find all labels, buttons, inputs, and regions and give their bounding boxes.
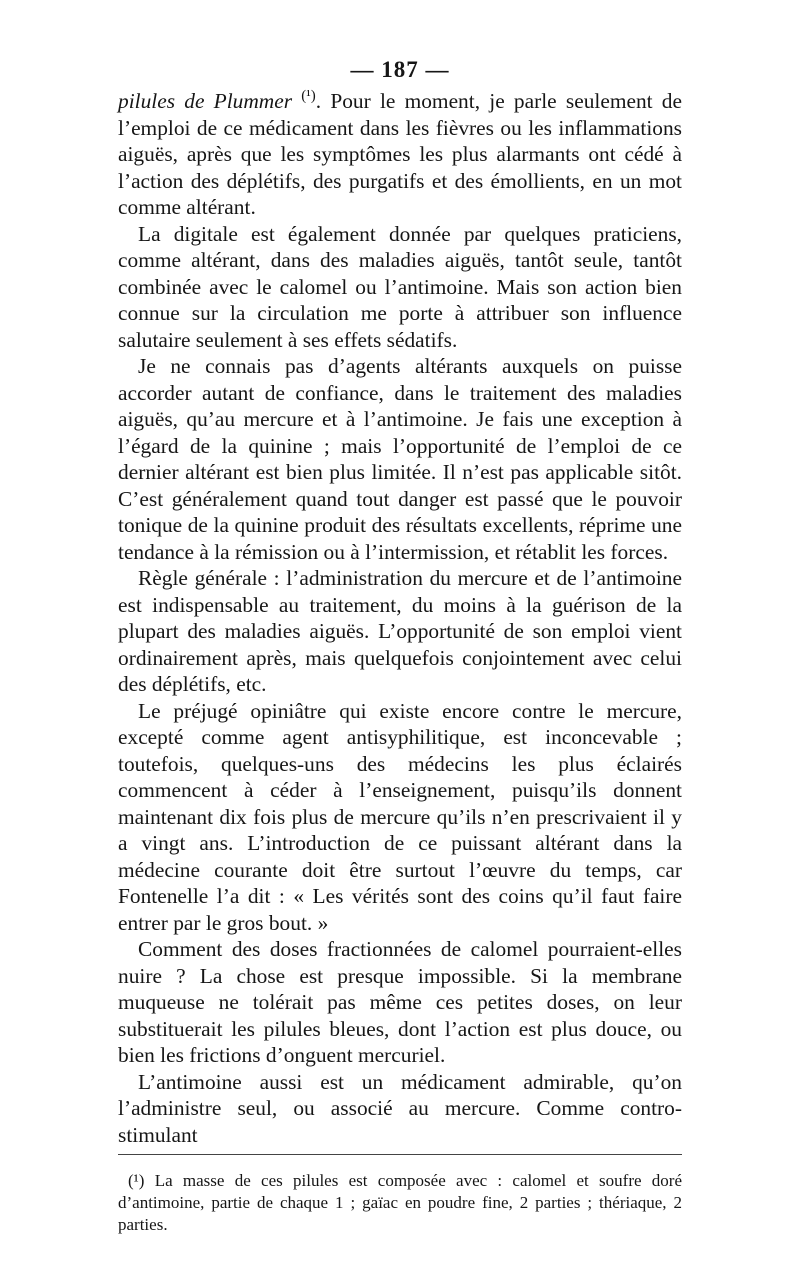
footnote-divider: [118, 1154, 682, 1156]
paragraph-1-text: . Pour le moment, je parle seulement de l’emploi de ce médicament dans les fièvres ou les inflammations aiguës, après que les symptômes les plus alarmants ont cédé à l’action des déplétifs, des purgatifs et des émollients, en un mot comme altérant.: [118, 89, 682, 219]
page-number: — 187 —: [350, 57, 450, 82]
footnote-marker: (¹): [128, 1171, 145, 1190]
document-page: [118, 52, 682, 1236]
paragraph-2: La digitale est également donnée par quelques praticiens, comme altérant, dans des maladies aiguës, tantôt seule, tantôt combinée avec le calomel ou l’antimoine. Mais son action bien connue sur la circulation me porte à attribuer son influence salutaire seulement à ses effets sédatifs.: [118, 221, 682, 352]
paragraph-7: L’antimoine aussi est un médicament admirable, qu’on l’administre seul, ou associé au mercure. Comme contro-stimulant: [118, 1069, 682, 1147]
body-text: [118, 88, 682, 1148]
footnote-text: La masse de ces pilules est composée avec : calomel et soufre doré d’antimoine, partie de chaque 1 ; gaïac en poudre fine, 2 parties ; thériaque, 2 parties.: [118, 1171, 683, 1234]
paragraph-1: [118, 88, 682, 221]
footnote: [118, 1170, 682, 1236]
paragraph-6: Comment des doses fractionnées de calomel pourraient-elles nuire ? La chose est presque impossible. Si la membrane muqueuse ne tolérait pas même ces petites doses, on leur substituerait les pilules bleues, dont l’action est plus douce, ou bien les frictions d’onguent mercuriel.: [118, 937, 682, 1067]
paragraph-4: Règle générale : l’administration du mercure et de l’antimoine est indispensable au traitement, du moins à la guérison de la plupart des maladies aiguës. L’opportunité de son emploi vient ordinairement après, mais quelquefois conjointement avec celui des déplétifs, etc.: [118, 566, 682, 696]
paragraph-3: Je ne connais pas d’agents altérants auxquels on puisse accorder autant de confiance, dans le traitement des maladies aiguës, qu’au mercure et à l’antimoine. Je fais une exception à l’égard de la quinine ; mais l’opportunité de l’emploi de ce dernier altérant est bien plus limitée. Il n’est pas applicable sitôt. C’est généralement quand tout danger est passé que le pouvoir tonique de la quinine produit des résultats excellents, réprime une tendance à la rémission ou à l’intermission, et rétablit les forces.: [118, 354, 682, 564]
footnote-reference[interactable]: (¹): [301, 87, 316, 104]
italic-lead-phrase: pilules de Plummer: [118, 89, 293, 113]
paragraph-5: Le préjugé opiniâtre qui existe encore contre le mercure, excepté comme agent antisyphilitique, est inconcevable ; toutefois, quelques-uns des médecins les plus éclairés commencent à céder à l’enseignement, puisqu’ils donnent maintenant dix fois plus de mercure qu’ils n’en prescrivaient il y a vingt ans. L’introduction de ce puissant altérant dans la médecine courante doit être surtout l’œuvre du temps, car Fontenelle l’a dit : « Les vérités sont des coins qu’il faut faire entrer par le gros bout. »: [118, 698, 682, 935]
